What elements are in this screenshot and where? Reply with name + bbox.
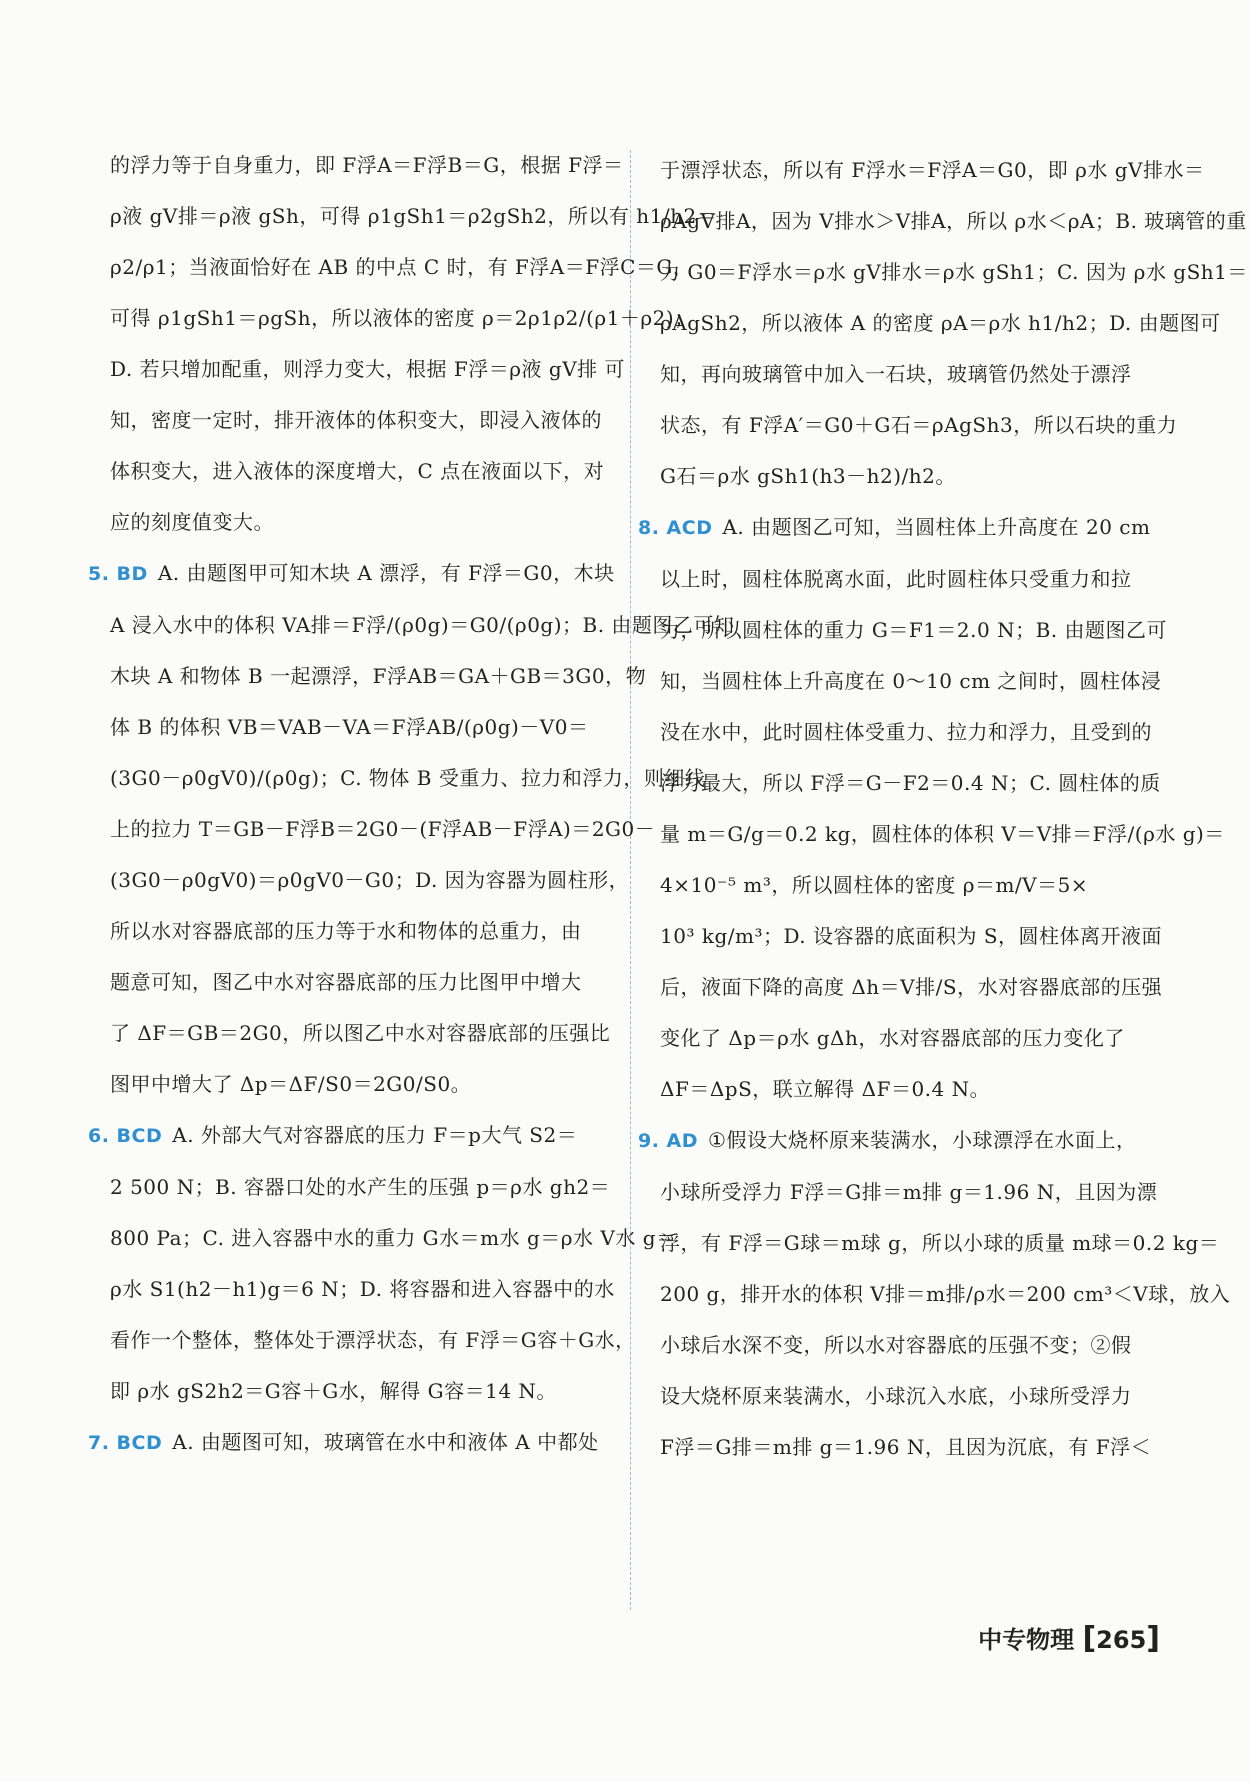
text-line: 于漂浮状态，所以有 F浮水＝F浮A＝G0，即 ρ水 gV排水＝ [660,158,1205,182]
text-line: 4×10⁻⁵ m³，所以圆柱体的密度 ρ＝m/V＝5× [660,873,1089,897]
text-line: 木块 A 和物体 B 一起漂浮，F浮AB＝GA＋GB＝3G0，物 [110,664,647,688]
text-line: 状态，有 F浮A′＝G0＋G石＝ρAgSh3，所以石块的重力 [660,413,1178,437]
text-line: 2 500 N；B. 容器口处的水产生的压强 p＝ρ水 gh2＝ [110,1175,611,1199]
text-line: ρ水 S1(h2－h1)g＝6 N；D. 将容器和进入容器中的水 [110,1277,615,1301]
question-number: 6. BCD [88,1125,163,1147]
text-line: 没在水中，此时圆柱体受重力、拉力和浮力，且受到的 [660,720,1152,744]
text-line: 看作一个整体，整体处于漂浮状态，有 F浮＝G容＋G水， [110,1328,636,1352]
text-line: A. 由题图可知，玻璃管在水中和液体 A 中都处 [172,1430,599,1454]
text-line: 体 B 的体积 VB＝VAB－VA＝F浮AB/(ρ0g)－V0＝ [110,715,589,739]
page-bracket-close: ] [1146,1621,1160,1656]
text-line: A. 由题图乙可知，当圆柱体上升高度在 20 cm [722,515,1151,539]
question-7 [88,1417,630,1469]
column-divider [630,150,631,1610]
text-line: 知，密度一定时，排开液体的体积变大，即浸入液体的 [110,408,602,432]
text-line: 变化了 Δp＝ρ水 gΔh，水对容器底部的压力变化了 [660,1026,1125,1050]
question-number: 5. BD [88,563,148,585]
text-line: 800 Pa；C. 进入容器中水的重力 G水＝m水 g＝ρ水 V水 g＝ [110,1226,677,1250]
subject-label: 中专物理 [978,1626,1075,1654]
text-line: A. 外部大气对容器底的压力 F＝p大气 S2＝ [172,1123,578,1147]
text-line: 200 g，排开水的体积 V排＝m排/ρ水＝200 cm³＜V球，放入 [660,1282,1231,1306]
text-line: A. 由题图甲可知木块 A 漂浮，有 F浮＝G0，木块 [157,561,615,585]
text-line: 上的拉力 T＝GB－F浮B＝2G0－(F浮AB－F浮A)＝2G0－ [110,817,656,841]
text-line: F浮＝G排＝m排 g＝1.96 N，且因为沉底，有 F浮＜ [660,1435,1152,1459]
text-line: ρAgV排A，因为 V排水＞V排A，所以 ρ水＜ρA；B. 玻璃管的重 [660,209,1247,233]
question-8 [638,502,1180,554]
text-line: 可得 ρ1gSh1＝ρgSh，所以液体的密度 ρ＝2ρ1ρ2/(ρ1＋ρ2)； [110,306,695,330]
text-line: 量 m＝G/g＝0.2 kg，圆柱体的体积 V＝V排＝F浮/(ρ水 g)＝ [660,822,1225,846]
text-line: 以上时，圆柱体脱离水面，此时圆柱体只受重力和拉 [660,567,1132,591]
page-bracket-open: [ [1082,1621,1097,1656]
question-5 [88,548,630,600]
text-line: ΔF＝ΔpS，联立解得 ΔF＝0.4 N。 [660,1077,991,1101]
text-line: 所以水对容器底部的压力等于水和物体的总重力，由 [110,919,582,943]
text-line: (3G0－ρ0gV0)＝ρ0gV0－G0；D. 因为容器为圆柱形， [110,868,630,892]
text-line: 小球所受浮力 F浮＝G排＝m排 g＝1.96 N，且因为漂 [660,1180,1158,1204]
page-footer [978,1620,1160,1656]
question-9 [638,1115,1180,1167]
text-line: A 浸入水中的体积 VA排＝F浮/(ρ0g)＝G0/(ρ0g)；B. 由题图乙可知 [110,613,735,637]
text-line: ρ液 gV排＝ρ液 gSh，可得 ρ1gSh1＝ρ2gSh2，所以有 h1/h2＝ [110,204,718,228]
text-line: 10³ kg/m³；D. 设容器的底面积为 S，圆柱体离开液面 [660,924,1163,948]
text-line: 应的刻度值变大。 [110,510,274,534]
text-line: G石＝ρ水 gSh1(h3－h2)/h2。 [660,464,956,488]
text-line: ρAgSh2，所以液体 A 的密度 ρA＝ρ水 h1/h2；D. 由题图可 [660,311,1221,335]
text-line: 设大烧杯原来装满水，小球沉入水底，小球所受浮力 [660,1384,1132,1408]
text-line: 力 G0＝F浮水＝ρ水 gV排水＝ρ水 gSh1；C. 因为 ρ水 gSh1＝ [660,260,1248,284]
page-number: 265 [1096,1626,1147,1654]
question-number: 9. AD [638,1130,699,1152]
text-line: 知，再向玻璃管中加入一石块，玻璃管仍然处于漂浮 [660,362,1132,386]
right-column [638,145,1248,1473]
text-line: 体积变大，进入液体的深度增大，C 点在液面以下，对 [110,459,605,483]
text-line: 小球后水深不变，所以水对容器底的压强不变；②假 [660,1333,1132,1357]
text-line: 题意可知，图乙中水对容器底部的压力比图甲中增大 [110,970,582,994]
text-line: ①假设大烧杯原来装满水，小球漂浮在水面上， [708,1128,1137,1152]
text-line: 后，液面下降的高度 Δh＝V排/S，水对容器底部的压强 [660,975,1163,999]
text-line: 了 ΔF＝GB＝2G0，所以图乙中水对容器底部的压强比 [110,1021,611,1045]
question-6 [88,1110,630,1162]
text-line: (3G0－ρ0gV0)/(ρ0g)；C. 物体 B 受重力、拉力和浮力，则细线 [110,766,706,790]
text-line: 的浮力等于自身重力，即 F浮A＝F浮B＝G，根据 F浮＝ [110,153,624,177]
text-line: ρ2/ρ1；当液面恰好在 AB 的中点 C 时，有 F浮A＝F浮C＝G， [110,255,694,279]
text-line: 即 ρ水 gS2h2＝G容＋G水，解得 G容＝14 N。 [110,1379,557,1403]
text-line: 知，当圆柱体上升高度在 0～10 cm 之间时，圆柱体浸 [660,669,1162,693]
text-line: 浮，有 F浮＝G球＝m球 g，所以小球的质量 m球＝0.2 kg＝ [660,1231,1220,1255]
text-line: 力，所以圆柱体的重力 G＝F1＝2.0 N；B. 由题图乙可 [660,618,1168,642]
text-line: 浮力最大，所以 F浮＝G－F2＝0.4 N；C. 圆柱体的质 [660,771,1161,795]
question-number: 8. ACD [638,517,713,539]
question-number: 7. BCD [88,1432,163,1454]
text-line: 图甲中增大了 Δp＝ΔF/S0＝2G0/S0。 [110,1072,472,1096]
text-line: D. 若只增加配重，则浮力变大，根据 F浮＝ρ液 gV排 可 [110,357,625,381]
